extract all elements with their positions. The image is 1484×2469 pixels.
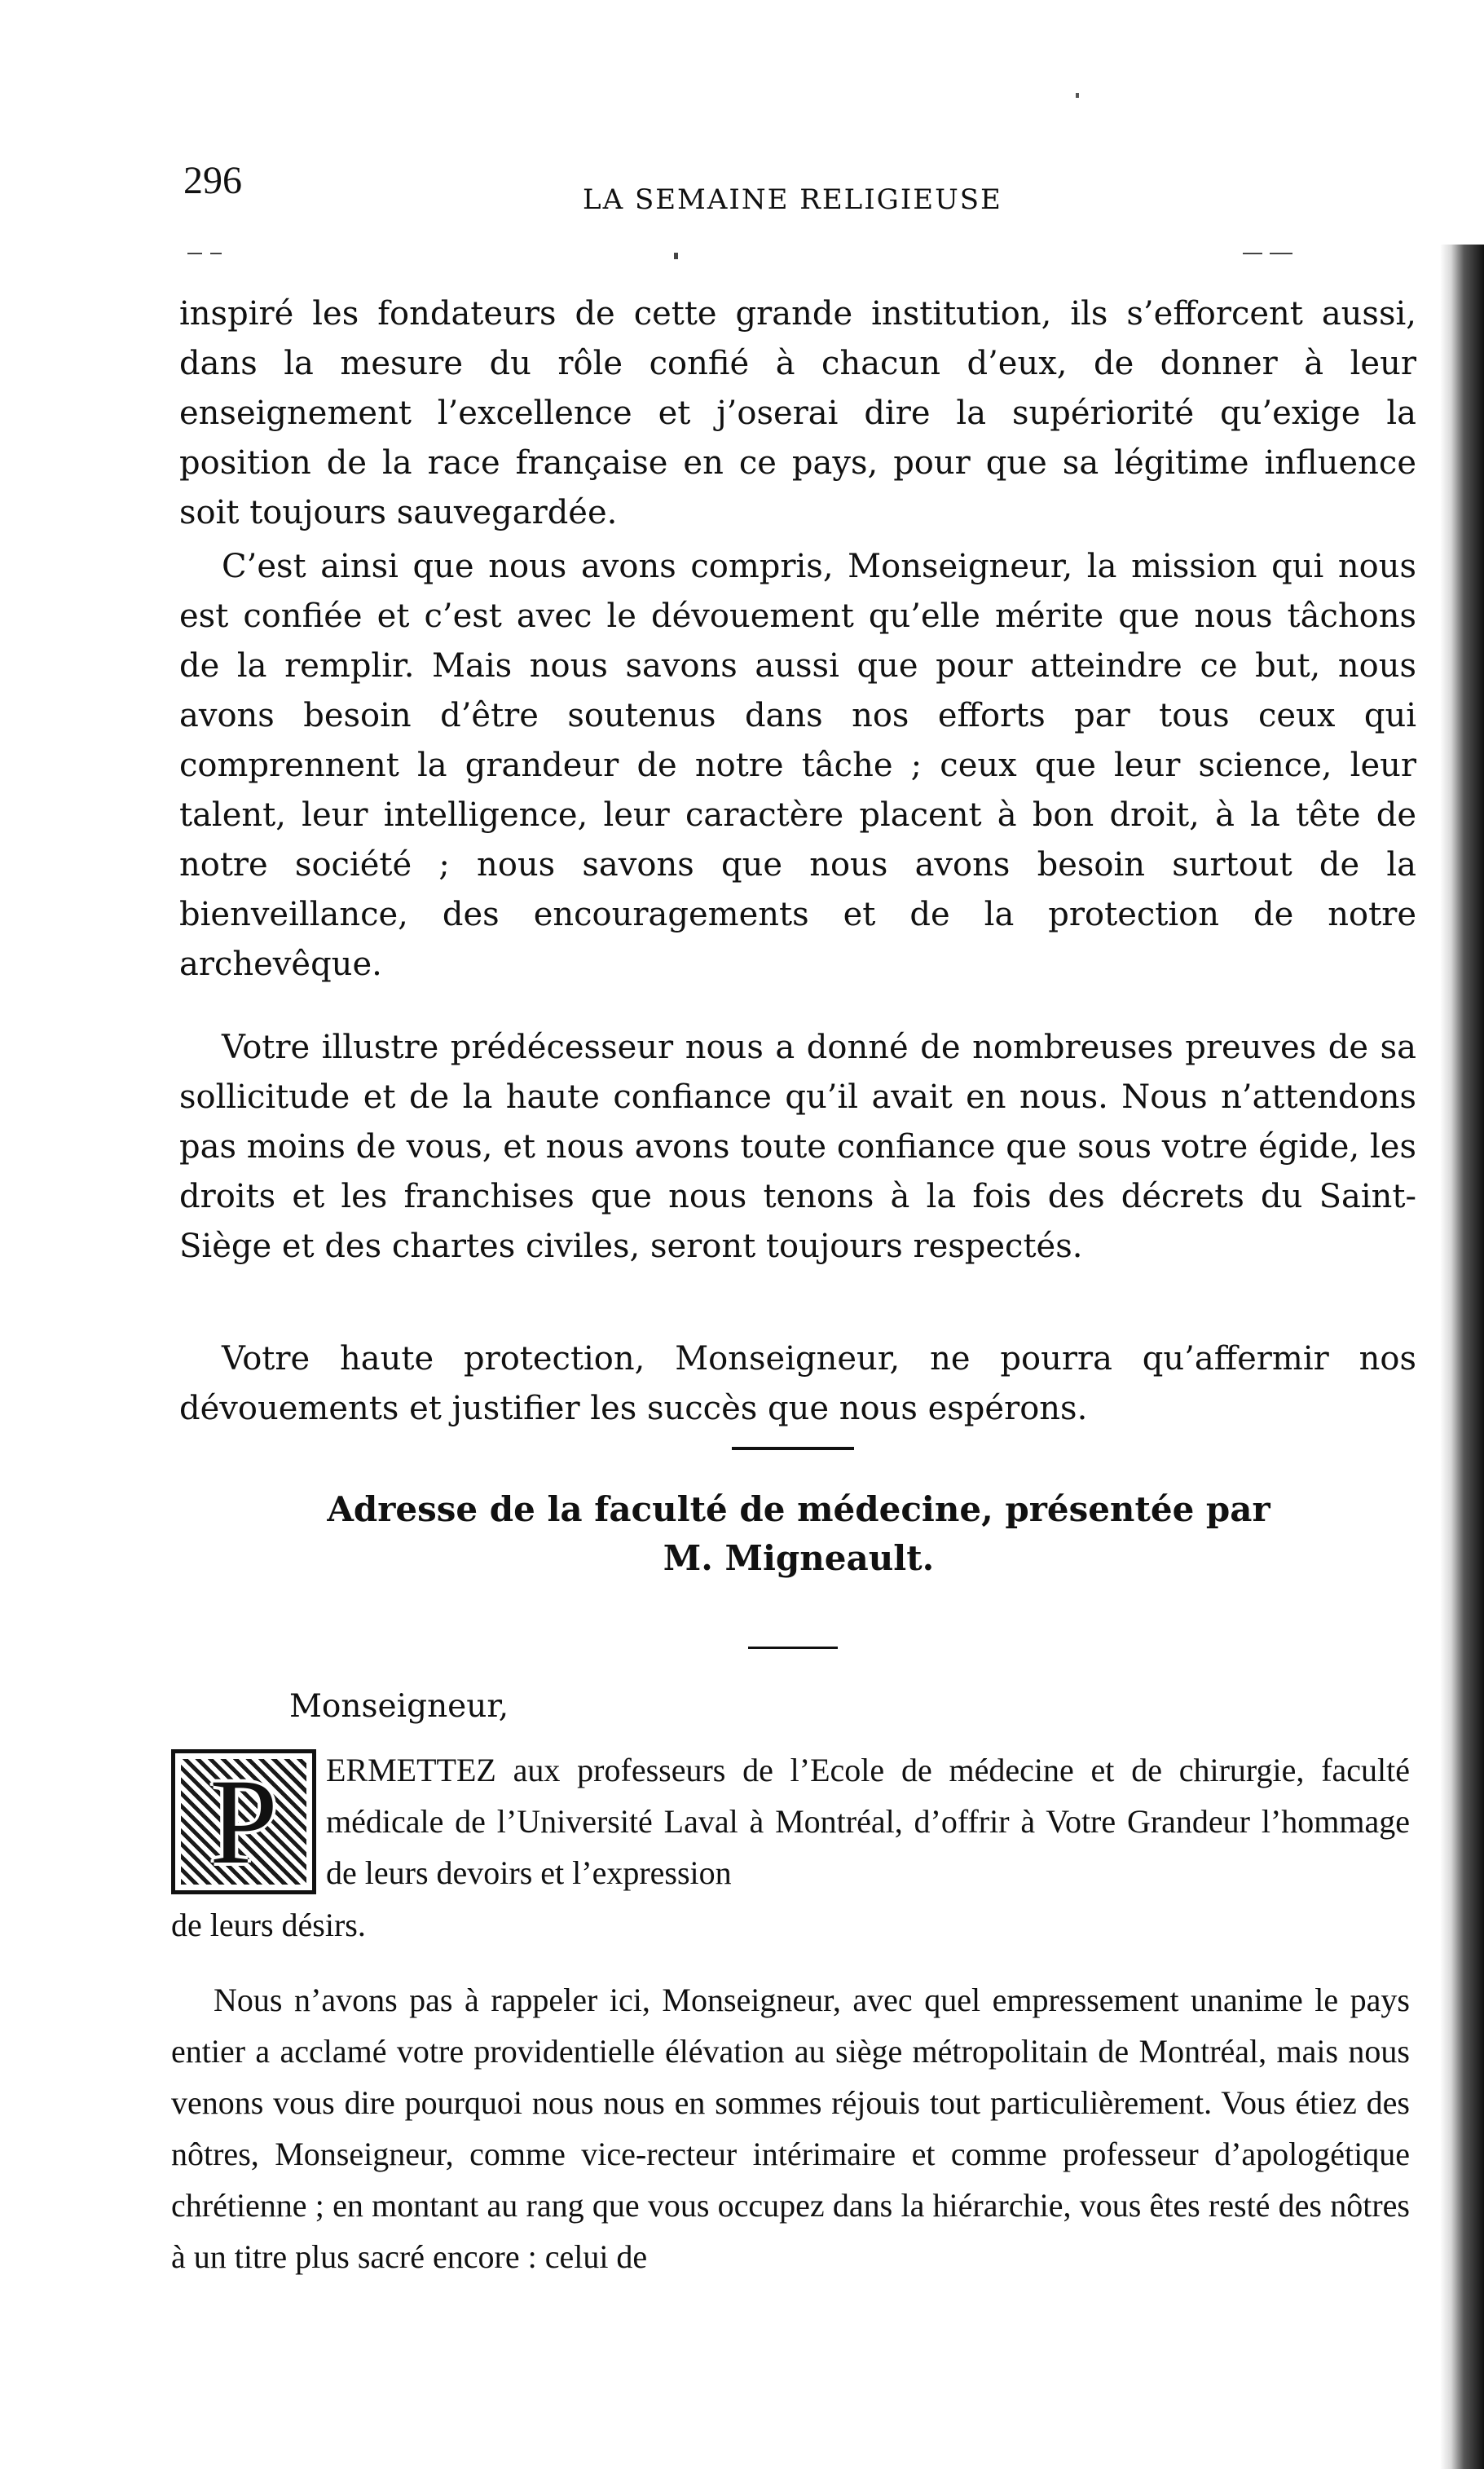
ornamental-drop-cap	[171, 1749, 316, 1894]
tick-mark	[187, 253, 202, 254]
running-head: LA SEMAINE RELIGIEUSE	[583, 183, 1002, 216]
heading-divider	[748, 1647, 838, 1649]
page-edge-shadow	[1440, 245, 1484, 2469]
paragraph-protection: Votre haute protection, Monseigneur, ne pourra qu’affermir nos dévouements et justifier les succès que nous espérons.	[179, 1340, 1416, 1427]
page-number: 296	[183, 159, 242, 202]
letter-second-paragraph: Nous n’avons pas à rappeler ici, Monseigneur, avec quel empressement unanime le pays entier a acclamé votre providentielle élévation au siège métropolitain de Montréal, mais nous venons vous dire pourquoi nous nous en sommes réjouis tout particulièrement. Vous étiez des nôtres, Monseigneur, comme vice-recteur intérimaire et comme professeur d’apologétique chrétienne ; en montant au rang que vous occupez dans la hiérarchie, vous êtes resté des nôtres à un titre plus sacré encore : celui de	[171, 1982, 1410, 2275]
section-heading-line-2: M. Migneault.	[663, 1538, 935, 1578]
letter-first-paragraph: ERMETTEZ aux professeurs de l’Ecole de médecine et de chirurgie, faculté médicale de l’Université Laval à Montréal, d’offrir à Votre Grandeur l’hommage de leurs devoirs et l’expression	[326, 1752, 1410, 1891]
tick-mark	[1270, 253, 1292, 254]
letter-first-paragraph-end: de leurs désirs.	[171, 1907, 366, 1943]
section-heading-line-1: Adresse de la faculté de médecine, présentée par	[327, 1489, 1270, 1529]
section-divider	[732, 1447, 854, 1450]
salutation: Monseigneur,	[289, 1688, 509, 1725]
section-heading	[212, 1485, 1385, 1583]
corner-mark	[1076, 93, 1079, 98]
page-header	[183, 159, 1414, 216]
tick-mark	[210, 253, 222, 254]
paragraph-predecessor: Votre illustre prédécesseur nous a donné de nombreuses preuves de sa sollicitude et de la haute confiance qu’il avait en nous. Nous n’attendons pas moins de vous, et nous avons toute confiance que sous votre égide, les droits et les franchises que nous tenons à la fois des décrets du Saint-Siège et des chartes civiles, seront toujours respectés.	[179, 1029, 1416, 1265]
paragraph-mission: C’est ainsi que nous avons compris, Monseigneur, la mission qui nous est confiée et c’est avec le dévouement qu’elle mérite que nous tâchons de la remplir. Mais nous savons aussi que pour atteindre ce but, nous avons besoin d’être soutenus dans nos efforts par tous ceux qui comprennent la grandeur de notre tâche ; ceux que leur science, leur talent, leur intelligence, leur caractère placent à bon droit, à la tête de notre société ; nous savons que nous avons besoin surtout de la bienveillance, des encouragements et de la protection de notre archevêque.	[179, 548, 1416, 983]
paragraph-continuation: inspiré les fondateurs de cette grande institution, ils s’efforcent aussi, dans la mesure du rôle confié à chacun d’eux, de donner à leur enseignement l’excellence et j’oserai dire la supériorité qu’exige la position de la race française en ce pays, pour que sa légitime influence soit toujours sauvegardée.	[179, 295, 1416, 531]
tick-mark	[1243, 253, 1262, 254]
tick-mark	[674, 253, 678, 259]
header-ticks	[187, 253, 1320, 261]
drop-cap-letter: P	[209, 1754, 278, 1889]
